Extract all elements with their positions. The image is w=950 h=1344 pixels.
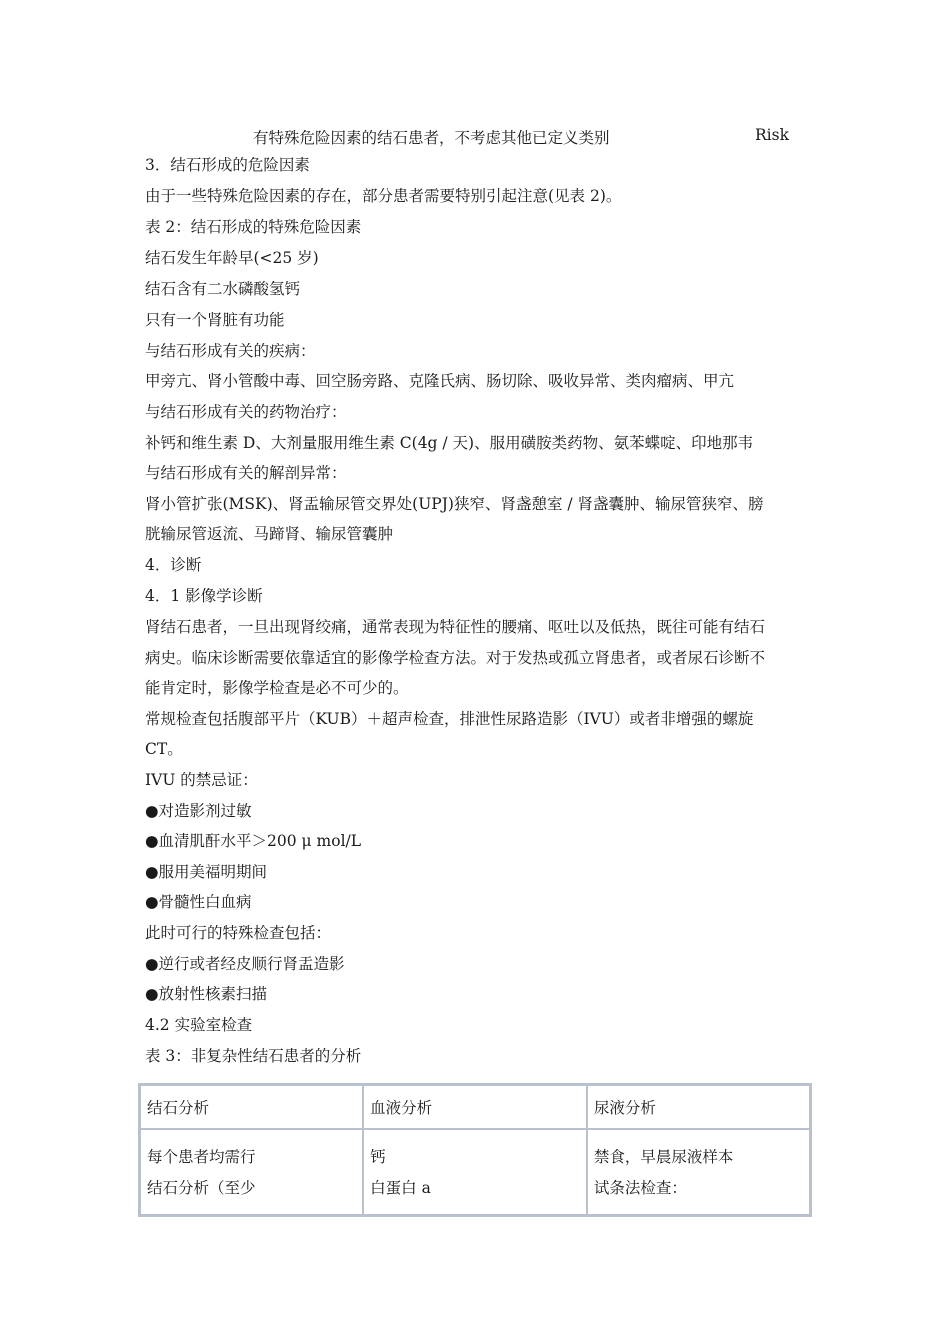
header-category-text: 有特殊危险因素的结石患者，不考虑其他已定义类别 xyxy=(253,129,610,147)
subsection-heading-4-1: 4．1 影像学诊断 xyxy=(145,587,263,605)
bullet-item: ●血清肌酐水平＞200 μ mol/L xyxy=(145,832,362,850)
bullet-item: ●对造影剂过敏 xyxy=(145,802,252,820)
table-cell xyxy=(363,1129,587,1216)
table-cell xyxy=(587,1129,811,1216)
header-risk-label: Risk xyxy=(755,126,789,144)
bullet-item: ●放射性核素扫描 xyxy=(145,985,268,1003)
risk-factor-item: 胱输尿管返流、马蹄肾、输尿管囊肿 xyxy=(145,525,394,543)
risk-factor-subheading: 与结石形成有关的解剖异常： xyxy=(145,464,347,482)
paragraph-text: CT。 xyxy=(145,740,183,758)
section-heading-4: 4．诊断 xyxy=(145,556,202,574)
special-exams-heading: 此时可行的特殊检查包括： xyxy=(145,924,332,942)
risk-factor-subheading: 与结石形成有关的药物治疗： xyxy=(145,403,347,421)
table-header-row xyxy=(140,1085,811,1130)
subsection-heading-4-2: 4.2 实验室检查 xyxy=(145,1016,253,1034)
paragraph-text: 常规检查包括腹部平片（KUB）＋超声检查，排泄性尿路造影（IVU）或者非增强的螺旋 xyxy=(145,710,754,728)
table-3-caption: 表 3：非复杂性结石患者的分析 xyxy=(145,1047,362,1065)
section-heading-3: 3．结石形成的危险因素 xyxy=(145,156,310,174)
paragraph-text: 病史。临床诊断需要依靠适宜的影像学检查方法。对于发热或孤立肾患者，或者尿石诊断不 xyxy=(145,649,766,667)
table-row xyxy=(140,1129,811,1216)
analysis-table xyxy=(138,1083,812,1217)
paragraph-text: 由于一些特殊危险因素的存在，部分患者需要特别引起注意(见表 2)。 xyxy=(145,187,622,205)
cell-text: 试条法检查： xyxy=(593,1179,687,1197)
table-2-caption: 表 2：结石形成的特殊危险因素 xyxy=(145,218,362,236)
risk-factor-item: 肾小管扩张(MSK)、肾盂输尿管交界处(UPJ)狭窄、肾盏憩室 / 肾盏囊肿、输尿管狭窄、膀 xyxy=(145,495,764,513)
cell-text: 白蛋白 a xyxy=(370,1179,431,1197)
bullet-item: ●服用美福明期间 xyxy=(145,863,268,881)
table-cell xyxy=(140,1129,364,1216)
paragraph-text: 肾结石患者，一旦出现肾绞痛，通常表现为特征性的腰痛、呕吐以及低热，既往可能有结石 xyxy=(145,618,766,636)
risk-factor-item: 甲旁亢、肾小管酸中毒、回空肠旁路、克隆氏病、肠切除、吸收异常、类肉瘤病、甲亢 xyxy=(145,372,735,390)
risk-factor-item: 结石含有二水磷酸氢钙 xyxy=(145,280,301,298)
cell-text: 禁食，早晨尿液样本 xyxy=(593,1148,734,1166)
bullet-item: ●逆行或者经皮顺行肾盂造影 xyxy=(145,955,345,973)
risk-factor-item: 补钙和维生素 D、大剂量服用维生素 C(4g / 天)、服用磺胺类药物、氨苯蝶啶、印地那韦 xyxy=(145,434,754,452)
table-header-cell xyxy=(140,1085,364,1130)
header-urine-analysis: 尿液分析 xyxy=(593,1099,656,1117)
paragraph-text: 能肯定时，影像学检查是必不可少的。 xyxy=(145,679,409,697)
header-stone-analysis: 结石分析 xyxy=(147,1099,210,1117)
table-header-cell xyxy=(363,1085,587,1130)
risk-factor-item: 结石发生年龄早(<25 岁) xyxy=(145,249,319,267)
ivu-contraindications-heading: IVU 的禁忌证： xyxy=(145,771,258,789)
cell-text: 结石分析（至少 xyxy=(147,1179,256,1197)
header-blood-analysis: 血液分析 xyxy=(370,1099,433,1117)
risk-factor-subheading: 与结石形成有关的疾病： xyxy=(145,342,316,360)
cell-text: 钙 xyxy=(370,1148,386,1166)
cell-text: 每个患者均需行 xyxy=(147,1148,256,1166)
table-header-cell xyxy=(587,1085,811,1130)
risk-factor-item: 只有一个肾脏有功能 xyxy=(145,311,285,329)
bullet-item: ●骨髓性白血病 xyxy=(145,893,252,911)
